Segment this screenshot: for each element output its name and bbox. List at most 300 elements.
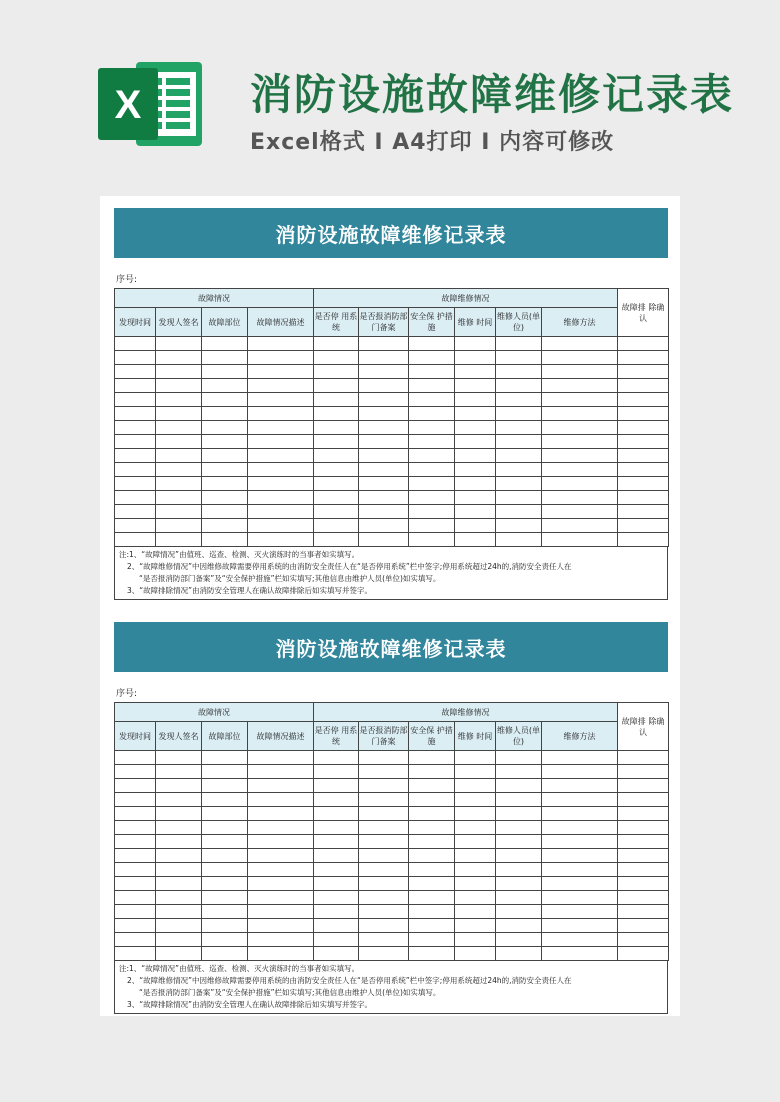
empty-cell[interactable] bbox=[248, 491, 314, 505]
empty-cell[interactable] bbox=[359, 491, 409, 505]
empty-cell[interactable] bbox=[359, 905, 409, 919]
empty-cell[interactable] bbox=[455, 919, 496, 933]
empty-cell[interactable] bbox=[314, 849, 359, 863]
empty-cell[interactable] bbox=[156, 779, 202, 793]
empty-cell[interactable] bbox=[542, 505, 618, 519]
empty-cell[interactable] bbox=[115, 947, 156, 961]
empty-cell[interactable] bbox=[248, 435, 314, 449]
empty-cell[interactable] bbox=[496, 807, 542, 821]
empty-cell[interactable] bbox=[455, 933, 496, 947]
empty-cell[interactable] bbox=[359, 435, 409, 449]
empty-cell[interactable] bbox=[248, 779, 314, 793]
empty-cell[interactable] bbox=[409, 491, 455, 505]
empty-cell[interactable] bbox=[455, 449, 496, 463]
empty-cell[interactable] bbox=[618, 807, 669, 821]
empty-cell[interactable] bbox=[248, 505, 314, 519]
empty-cell[interactable] bbox=[156, 765, 202, 779]
empty-cell[interactable] bbox=[115, 477, 156, 491]
empty-cell[interactable] bbox=[409, 463, 455, 477]
empty-cell[interactable] bbox=[156, 849, 202, 863]
empty-cell[interactable] bbox=[115, 449, 156, 463]
empty-cell[interactable] bbox=[156, 365, 202, 379]
empty-cell[interactable] bbox=[542, 793, 618, 807]
empty-cell[interactable] bbox=[248, 933, 314, 947]
empty-cell[interactable] bbox=[115, 919, 156, 933]
empty-cell[interactable] bbox=[455, 793, 496, 807]
empty-cell[interactable] bbox=[496, 449, 542, 463]
empty-cell[interactable] bbox=[496, 505, 542, 519]
empty-cell[interactable] bbox=[314, 421, 359, 435]
empty-cell[interactable] bbox=[542, 351, 618, 365]
empty-cell[interactable] bbox=[156, 891, 202, 905]
empty-cell[interactable] bbox=[248, 477, 314, 491]
empty-cell[interactable] bbox=[496, 379, 542, 393]
empty-cell[interactable] bbox=[455, 463, 496, 477]
empty-cell[interactable] bbox=[248, 793, 314, 807]
empty-cell[interactable] bbox=[314, 807, 359, 821]
empty-cell[interactable] bbox=[409, 533, 455, 547]
empty-cell[interactable] bbox=[455, 779, 496, 793]
empty-cell[interactable] bbox=[496, 407, 542, 421]
empty-cell[interactable] bbox=[542, 835, 618, 849]
empty-cell[interactable] bbox=[115, 891, 156, 905]
empty-cell[interactable] bbox=[156, 393, 202, 407]
empty-cell[interactable] bbox=[618, 765, 669, 779]
empty-cell[interactable] bbox=[248, 821, 314, 835]
empty-cell[interactable] bbox=[115, 491, 156, 505]
empty-cell[interactable] bbox=[359, 477, 409, 491]
empty-cell[interactable] bbox=[542, 751, 618, 765]
empty-cell[interactable] bbox=[455, 807, 496, 821]
empty-cell[interactable] bbox=[248, 807, 314, 821]
empty-cell[interactable] bbox=[156, 793, 202, 807]
empty-cell[interactable] bbox=[618, 891, 669, 905]
empty-cell[interactable] bbox=[156, 491, 202, 505]
empty-cell[interactable] bbox=[496, 765, 542, 779]
empty-cell[interactable] bbox=[496, 793, 542, 807]
empty-cell[interactable] bbox=[359, 947, 409, 961]
empty-cell[interactable] bbox=[618, 835, 669, 849]
empty-cell[interactable] bbox=[618, 421, 669, 435]
empty-cell[interactable] bbox=[156, 407, 202, 421]
empty-cell[interactable] bbox=[156, 477, 202, 491]
empty-cell[interactable] bbox=[202, 463, 248, 477]
empty-cell[interactable] bbox=[248, 519, 314, 533]
empty-cell[interactable] bbox=[248, 533, 314, 547]
empty-cell[interactable] bbox=[115, 505, 156, 519]
empty-cell[interactable] bbox=[359, 877, 409, 891]
empty-cell[interactable] bbox=[202, 877, 248, 891]
empty-cell[interactable] bbox=[409, 849, 455, 863]
empty-cell[interactable] bbox=[314, 491, 359, 505]
empty-cell[interactable] bbox=[542, 379, 618, 393]
empty-cell[interactable] bbox=[156, 421, 202, 435]
empty-cell[interactable] bbox=[202, 947, 248, 961]
empty-cell[interactable] bbox=[359, 751, 409, 765]
empty-cell[interactable] bbox=[409, 365, 455, 379]
empty-cell[interactable] bbox=[455, 849, 496, 863]
empty-cell[interactable] bbox=[314, 533, 359, 547]
empty-cell[interactable] bbox=[314, 351, 359, 365]
empty-cell[interactable] bbox=[618, 533, 669, 547]
empty-cell[interactable] bbox=[618, 379, 669, 393]
empty-cell[interactable] bbox=[115, 835, 156, 849]
empty-cell[interactable] bbox=[618, 751, 669, 765]
empty-cell[interactable] bbox=[248, 835, 314, 849]
empty-cell[interactable] bbox=[115, 849, 156, 863]
empty-cell[interactable] bbox=[618, 519, 669, 533]
empty-cell[interactable] bbox=[542, 337, 618, 351]
empty-cell[interactable] bbox=[115, 807, 156, 821]
empty-cell[interactable] bbox=[409, 821, 455, 835]
empty-cell[interactable] bbox=[314, 765, 359, 779]
empty-cell[interactable] bbox=[455, 491, 496, 505]
empty-cell[interactable] bbox=[455, 407, 496, 421]
empty-cell[interactable] bbox=[115, 905, 156, 919]
empty-cell[interactable] bbox=[359, 519, 409, 533]
empty-cell[interactable] bbox=[156, 933, 202, 947]
empty-cell[interactable] bbox=[409, 765, 455, 779]
empty-cell[interactable] bbox=[409, 421, 455, 435]
empty-cell[interactable] bbox=[202, 393, 248, 407]
empty-cell[interactable] bbox=[542, 919, 618, 933]
empty-cell[interactable] bbox=[409, 751, 455, 765]
empty-cell[interactable] bbox=[156, 807, 202, 821]
empty-cell[interactable] bbox=[115, 863, 156, 877]
empty-cell[interactable] bbox=[409, 407, 455, 421]
empty-cell[interactable] bbox=[314, 463, 359, 477]
empty-cell[interactable] bbox=[156, 449, 202, 463]
empty-cell[interactable] bbox=[542, 421, 618, 435]
empty-cell[interactable] bbox=[202, 365, 248, 379]
empty-cell[interactable] bbox=[455, 435, 496, 449]
empty-cell[interactable] bbox=[248, 393, 314, 407]
empty-cell[interactable] bbox=[409, 793, 455, 807]
empty-cell[interactable] bbox=[359, 807, 409, 821]
empty-cell[interactable] bbox=[202, 449, 248, 463]
empty-cell[interactable] bbox=[496, 393, 542, 407]
empty-cell[interactable] bbox=[618, 435, 669, 449]
empty-cell[interactable] bbox=[248, 863, 314, 877]
empty-cell[interactable] bbox=[115, 463, 156, 477]
empty-cell[interactable] bbox=[618, 779, 669, 793]
empty-cell[interactable] bbox=[618, 351, 669, 365]
empty-cell[interactable] bbox=[359, 849, 409, 863]
empty-cell[interactable] bbox=[359, 379, 409, 393]
empty-cell[interactable] bbox=[359, 891, 409, 905]
empty-cell[interactable] bbox=[314, 919, 359, 933]
empty-cell[interactable] bbox=[156, 533, 202, 547]
empty-cell[interactable] bbox=[409, 891, 455, 905]
empty-cell[interactable] bbox=[202, 751, 248, 765]
empty-cell[interactable] bbox=[248, 421, 314, 435]
empty-cell[interactable] bbox=[455, 765, 496, 779]
empty-cell[interactable] bbox=[496, 849, 542, 863]
empty-cell[interactable] bbox=[542, 435, 618, 449]
empty-cell[interactable] bbox=[542, 877, 618, 891]
empty-cell[interactable] bbox=[314, 393, 359, 407]
empty-cell[interactable] bbox=[314, 933, 359, 947]
empty-cell[interactable] bbox=[314, 779, 359, 793]
empty-cell[interactable] bbox=[409, 919, 455, 933]
empty-cell[interactable] bbox=[409, 477, 455, 491]
empty-cell[interactable] bbox=[542, 519, 618, 533]
empty-cell[interactable] bbox=[202, 891, 248, 905]
empty-cell[interactable] bbox=[618, 849, 669, 863]
empty-cell[interactable] bbox=[202, 807, 248, 821]
empty-cell[interactable] bbox=[409, 435, 455, 449]
empty-cell[interactable] bbox=[202, 351, 248, 365]
empty-cell[interactable] bbox=[202, 835, 248, 849]
empty-cell[interactable] bbox=[496, 351, 542, 365]
empty-cell[interactable] bbox=[115, 933, 156, 947]
empty-cell[interactable] bbox=[618, 905, 669, 919]
empty-cell[interactable] bbox=[314, 505, 359, 519]
empty-cell[interactable] bbox=[618, 477, 669, 491]
empty-cell[interactable] bbox=[115, 877, 156, 891]
empty-cell[interactable] bbox=[115, 793, 156, 807]
empty-cell[interactable] bbox=[542, 365, 618, 379]
empty-cell[interactable] bbox=[542, 491, 618, 505]
empty-cell[interactable] bbox=[359, 821, 409, 835]
empty-cell[interactable] bbox=[409, 337, 455, 351]
empty-cell[interactable] bbox=[542, 779, 618, 793]
empty-cell[interactable] bbox=[618, 505, 669, 519]
empty-cell[interactable] bbox=[202, 905, 248, 919]
empty-cell[interactable] bbox=[202, 491, 248, 505]
empty-cell[interactable] bbox=[409, 863, 455, 877]
empty-cell[interactable] bbox=[115, 821, 156, 835]
empty-cell[interactable] bbox=[314, 477, 359, 491]
empty-cell[interactable] bbox=[618, 947, 669, 961]
empty-cell[interactable] bbox=[314, 793, 359, 807]
empty-cell[interactable] bbox=[409, 505, 455, 519]
empty-cell[interactable] bbox=[202, 933, 248, 947]
empty-cell[interactable] bbox=[359, 863, 409, 877]
empty-cell[interactable] bbox=[455, 393, 496, 407]
empty-cell[interactable] bbox=[455, 821, 496, 835]
empty-cell[interactable] bbox=[115, 379, 156, 393]
empty-cell[interactable] bbox=[409, 933, 455, 947]
empty-cell[interactable] bbox=[248, 919, 314, 933]
empty-cell[interactable] bbox=[314, 337, 359, 351]
empty-cell[interactable] bbox=[496, 421, 542, 435]
empty-cell[interactable] bbox=[542, 765, 618, 779]
empty-cell[interactable] bbox=[409, 393, 455, 407]
empty-cell[interactable] bbox=[496, 919, 542, 933]
empty-cell[interactable] bbox=[359, 337, 409, 351]
empty-cell[interactable] bbox=[156, 351, 202, 365]
empty-cell[interactable] bbox=[496, 891, 542, 905]
empty-cell[interactable] bbox=[202, 421, 248, 435]
empty-cell[interactable] bbox=[202, 863, 248, 877]
empty-cell[interactable] bbox=[115, 407, 156, 421]
empty-cell[interactable] bbox=[314, 821, 359, 835]
empty-cell[interactable] bbox=[618, 365, 669, 379]
empty-cell[interactable] bbox=[618, 919, 669, 933]
empty-cell[interactable] bbox=[359, 933, 409, 947]
empty-cell[interactable] bbox=[156, 379, 202, 393]
empty-cell[interactable] bbox=[115, 533, 156, 547]
empty-cell[interactable] bbox=[359, 835, 409, 849]
empty-cell[interactable] bbox=[248, 365, 314, 379]
empty-cell[interactable] bbox=[496, 821, 542, 835]
empty-cell[interactable] bbox=[248, 905, 314, 919]
empty-cell[interactable] bbox=[202, 793, 248, 807]
empty-cell[interactable] bbox=[409, 519, 455, 533]
empty-cell[interactable] bbox=[115, 435, 156, 449]
empty-cell[interactable] bbox=[409, 807, 455, 821]
empty-cell[interactable] bbox=[156, 877, 202, 891]
empty-cell[interactable] bbox=[359, 919, 409, 933]
empty-cell[interactable] bbox=[115, 519, 156, 533]
empty-cell[interactable] bbox=[618, 491, 669, 505]
empty-cell[interactable] bbox=[455, 519, 496, 533]
empty-cell[interactable] bbox=[455, 533, 496, 547]
empty-cell[interactable] bbox=[496, 519, 542, 533]
empty-cell[interactable] bbox=[542, 477, 618, 491]
empty-cell[interactable] bbox=[156, 919, 202, 933]
empty-cell[interactable] bbox=[359, 365, 409, 379]
empty-cell[interactable] bbox=[496, 435, 542, 449]
empty-cell[interactable] bbox=[618, 393, 669, 407]
empty-cell[interactable] bbox=[156, 835, 202, 849]
empty-cell[interactable] bbox=[202, 337, 248, 351]
empty-cell[interactable] bbox=[314, 365, 359, 379]
empty-cell[interactable] bbox=[542, 905, 618, 919]
empty-cell[interactable] bbox=[455, 337, 496, 351]
empty-cell[interactable] bbox=[314, 435, 359, 449]
empty-cell[interactable] bbox=[115, 751, 156, 765]
empty-cell[interactable] bbox=[542, 933, 618, 947]
empty-cell[interactable] bbox=[248, 379, 314, 393]
empty-cell[interactable] bbox=[409, 947, 455, 961]
empty-cell[interactable] bbox=[542, 807, 618, 821]
empty-cell[interactable] bbox=[409, 877, 455, 891]
empty-cell[interactable] bbox=[496, 337, 542, 351]
empty-cell[interactable] bbox=[542, 449, 618, 463]
empty-cell[interactable] bbox=[455, 379, 496, 393]
empty-cell[interactable] bbox=[359, 407, 409, 421]
empty-cell[interactable] bbox=[455, 947, 496, 961]
empty-cell[interactable] bbox=[248, 407, 314, 421]
empty-cell[interactable] bbox=[359, 421, 409, 435]
empty-cell[interactable] bbox=[202, 821, 248, 835]
empty-cell[interactable] bbox=[115, 337, 156, 351]
empty-cell[interactable] bbox=[248, 891, 314, 905]
empty-cell[interactable] bbox=[496, 947, 542, 961]
empty-cell[interactable] bbox=[496, 751, 542, 765]
empty-cell[interactable] bbox=[618, 449, 669, 463]
empty-cell[interactable] bbox=[455, 835, 496, 849]
empty-cell[interactable] bbox=[156, 435, 202, 449]
empty-cell[interactable] bbox=[314, 835, 359, 849]
empty-cell[interactable] bbox=[496, 877, 542, 891]
empty-cell[interactable] bbox=[115, 365, 156, 379]
empty-cell[interactable] bbox=[156, 463, 202, 477]
empty-cell[interactable] bbox=[314, 905, 359, 919]
empty-cell[interactable] bbox=[618, 793, 669, 807]
empty-cell[interactable] bbox=[496, 905, 542, 919]
empty-cell[interactable] bbox=[156, 905, 202, 919]
empty-cell[interactable] bbox=[248, 765, 314, 779]
empty-cell[interactable] bbox=[202, 533, 248, 547]
empty-cell[interactable] bbox=[314, 891, 359, 905]
empty-cell[interactable] bbox=[202, 407, 248, 421]
empty-cell[interactable] bbox=[359, 793, 409, 807]
empty-cell[interactable] bbox=[359, 351, 409, 365]
empty-cell[interactable] bbox=[156, 337, 202, 351]
empty-cell[interactable] bbox=[314, 947, 359, 961]
empty-cell[interactable] bbox=[314, 519, 359, 533]
empty-cell[interactable] bbox=[314, 751, 359, 765]
empty-cell[interactable] bbox=[314, 407, 359, 421]
empty-cell[interactable] bbox=[314, 379, 359, 393]
empty-cell[interactable] bbox=[542, 849, 618, 863]
empty-cell[interactable] bbox=[359, 779, 409, 793]
empty-cell[interactable] bbox=[248, 351, 314, 365]
empty-cell[interactable] bbox=[618, 933, 669, 947]
empty-cell[interactable] bbox=[409, 449, 455, 463]
empty-cell[interactable] bbox=[618, 877, 669, 891]
empty-cell[interactable] bbox=[156, 751, 202, 765]
empty-cell[interactable] bbox=[496, 933, 542, 947]
empty-cell[interactable] bbox=[359, 393, 409, 407]
empty-cell[interactable] bbox=[496, 835, 542, 849]
empty-cell[interactable] bbox=[496, 365, 542, 379]
empty-cell[interactable] bbox=[248, 849, 314, 863]
empty-cell[interactable] bbox=[618, 337, 669, 351]
empty-cell[interactable] bbox=[542, 947, 618, 961]
empty-cell[interactable] bbox=[115, 421, 156, 435]
empty-cell[interactable] bbox=[496, 779, 542, 793]
empty-cell[interactable] bbox=[455, 891, 496, 905]
empty-cell[interactable] bbox=[542, 863, 618, 877]
empty-cell[interactable] bbox=[409, 779, 455, 793]
empty-cell[interactable] bbox=[455, 751, 496, 765]
empty-cell[interactable] bbox=[542, 463, 618, 477]
empty-cell[interactable] bbox=[156, 519, 202, 533]
empty-cell[interactable] bbox=[496, 491, 542, 505]
empty-cell[interactable] bbox=[115, 393, 156, 407]
empty-cell[interactable] bbox=[248, 449, 314, 463]
empty-cell[interactable] bbox=[359, 505, 409, 519]
empty-cell[interactable] bbox=[359, 533, 409, 547]
empty-cell[interactable] bbox=[156, 947, 202, 961]
empty-cell[interactable] bbox=[409, 835, 455, 849]
empty-cell[interactable] bbox=[248, 337, 314, 351]
empty-cell[interactable] bbox=[496, 477, 542, 491]
empty-cell[interactable] bbox=[618, 407, 669, 421]
empty-cell[interactable] bbox=[455, 505, 496, 519]
empty-cell[interactable] bbox=[496, 463, 542, 477]
empty-cell[interactable] bbox=[542, 407, 618, 421]
empty-cell[interactable] bbox=[455, 905, 496, 919]
empty-cell[interactable] bbox=[202, 435, 248, 449]
empty-cell[interactable] bbox=[409, 351, 455, 365]
empty-cell[interactable] bbox=[455, 877, 496, 891]
empty-cell[interactable] bbox=[455, 477, 496, 491]
empty-cell[interactable] bbox=[156, 821, 202, 835]
empty-cell[interactable] bbox=[202, 519, 248, 533]
empty-cell[interactable] bbox=[455, 365, 496, 379]
empty-cell[interactable] bbox=[248, 751, 314, 765]
empty-cell[interactable] bbox=[542, 821, 618, 835]
empty-cell[interactable] bbox=[248, 947, 314, 961]
empty-cell[interactable] bbox=[202, 477, 248, 491]
empty-cell[interactable] bbox=[115, 765, 156, 779]
empty-cell[interactable] bbox=[202, 849, 248, 863]
